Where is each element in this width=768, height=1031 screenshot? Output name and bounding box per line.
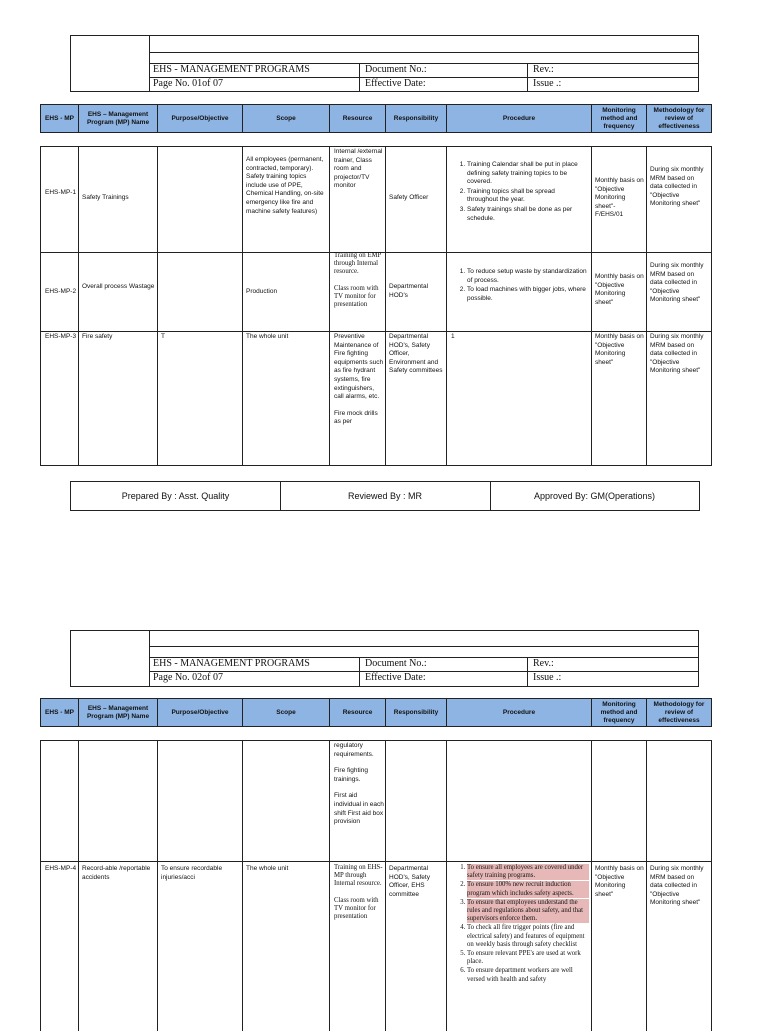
mp-resource: Preventive Maintenance of Fire fighting equipments such as fire hydrant systems, fire extinguishers, call alarms, etc. Fire mock drills as per [334, 333, 384, 426]
mp-scope: Production [246, 288, 278, 295]
col-program-name: EHS – Management Program (MP) Name [78, 105, 157, 132]
col-procedure: Procedure [446, 699, 591, 726]
document-no-label: Document No.: [365, 64, 427, 75]
effective-date-label: Effective Date: [365, 78, 426, 89]
col-resource: Resource [329, 699, 385, 726]
col-scope: Scope [242, 699, 329, 726]
mp-scope: The whole unit [246, 333, 289, 340]
mp-procedure [451, 161, 587, 224]
page-number: Page No. 01of 07 [153, 78, 223, 89]
mp-purpose: To ensure recordable injuries/acci [161, 865, 223, 881]
doc-title: EHS - MANAGEMENT PROGRAMS [153, 658, 310, 669]
mp-id: EHS-MP-1 [45, 189, 77, 196]
rev-label: Rev.: [533, 64, 554, 75]
col-monitoring: Monitoring method and frequency [591, 699, 646, 726]
mp-id: EHS-MP-2 [45, 288, 77, 295]
mp-review: During six monthly MRM based on data collected in "Objective Monitoring sheet" [650, 333, 704, 375]
document-header [70, 35, 699, 92]
page-number: Page No. 02of 07 [153, 672, 223, 683]
mp-responsibility: Departmental HOD's, Safety Officer, Environment and Safety committees [389, 333, 443, 375]
col-ehs-mp: EHS - MP [45, 708, 74, 716]
mp-scope: All employees (permanent, contracted, temporary). Safety training topics include use of PPE, Chemical Handling, on-site emergency like fire and machine safety features) [246, 156, 324, 215]
mp-name: Overall process Wastage [82, 283, 155, 290]
procedure-step: 2. Training topics shall be spread throughout the year. [467, 188, 587, 205]
col-program-name: EHS – Management Program (MP) Name [78, 699, 157, 726]
mp-resource: Training on EMP through Internal resource. Class room with TV monitor for presentation [334, 252, 382, 309]
mp-id: EHS-MP-3 [45, 333, 77, 340]
procedure-step-number: 1 [451, 333, 455, 340]
procedure-step: 3. Safety trainings shall be done as per schedule. [467, 206, 587, 223]
mp-monitoring: Monthly basis on "Objective Monitoring sheet"- F/EHS/01 [595, 177, 644, 219]
signature-strip [70, 481, 700, 511]
programs-table-page-2 [40, 740, 712, 1031]
prepared-by: Prepared By : Asst. Quality [121, 491, 230, 501]
mp-monitoring: Monthly basis on "Objective Monitoring sheet" [595, 865, 644, 898]
programs-table-page-1 [40, 146, 712, 466]
col-review: Methodology for review of effectiveness [646, 105, 711, 132]
col-purpose: Purpose/Objective [157, 699, 242, 726]
reviewed-by: Reviewed By : MR [347, 491, 423, 501]
procedure-step: 4. To check all fire trigger points (fire and electrical safety) and features of equipment on weekly basis through safety checklist [467, 924, 589, 949]
procedure-step: 1. Training Calendar shall be put in place defining safety training topics to be covered. [467, 161, 587, 187]
approved-by: Approved By: GM(Operations) [533, 491, 656, 501]
issue-label: Issue .: [533, 78, 562, 89]
mp-resource: Training on EHS-MP through Internal resource. Class room with TV monitor for presentation [334, 864, 383, 921]
procedure-step: 2. To ensure 100% new recruit induction program which includes safety aspects. [467, 881, 589, 897]
mp-review: During six monthly MRM based on data collected in "Objective Monitoring sheet" [650, 166, 704, 208]
company-logo-box [71, 36, 150, 91]
col-purpose: Purpose/Objective [157, 105, 242, 132]
procedure-step: 2. To load machines with bigger jobs, where possible. [467, 286, 587, 303]
col-resource: Resource [329, 105, 385, 132]
column-header-row [40, 698, 712, 727]
mp-id: EHS-MP-4 [45, 865, 77, 872]
procedure-step: 1. To reduce setup waste by standardization of process. [467, 268, 587, 285]
mp-monitoring: Monthly basis on "Objective Monitoring sheet" [595, 273, 644, 306]
col-ehs-mp: EHS - MP [45, 114, 74, 122]
mp-review: During six monthly MRM based on data collected in "Objective Monitoring sheet" [650, 262, 704, 304]
document-no-label: Document No.: [365, 658, 427, 669]
document-header [70, 630, 699, 687]
col-procedure: Procedure [446, 105, 591, 132]
mp-resource-continued: regulatory requirements. Fire fighting trainings. First aid individual in each shift First aid box provision [334, 742, 384, 826]
procedure-step: 5. To ensure relevant PPE's are used at work place. [467, 950, 589, 966]
procedure-step: 3. To ensure that employees understand the rules and regulations about safety, and that supervisors enforce them. [467, 899, 589, 924]
mp-review: During six monthly MRM based on data collected in "Objective Monitoring sheet" [650, 865, 704, 907]
col-responsibility: Responsibility [385, 699, 446, 726]
col-scope: Scope [242, 105, 329, 132]
mp-monitoring: Monthly basis on "Objective Monitoring sheet" [595, 333, 644, 366]
mp-responsibility: Safety Officer [389, 194, 429, 201]
mp-responsibility: Departmental HOD's [389, 283, 429, 299]
col-monitoring: Monitoring method and frequency [591, 105, 646, 132]
mp-responsibility: Departmental HOD's, Safety Officer, EHS committee [389, 865, 430, 898]
mp-name: Safety Trainings [82, 194, 129, 201]
mp-procedure [451, 268, 587, 304]
column-header-row [40, 104, 712, 133]
doc-title: EHS - MANAGEMENT PROGRAMS [153, 64, 310, 75]
mp-resource: Internal /external trainer, Class room and projector/TV monitor [334, 148, 383, 190]
procedure-step: 6. To ensure department workers are well versed with health and safety [467, 967, 589, 983]
effective-date-label: Effective Date: [365, 672, 426, 683]
rev-label: Rev.: [533, 658, 554, 669]
mp-name: Fire safety [82, 333, 113, 340]
mp-purpose: T [161, 333, 165, 340]
mp-name: Record-able /reportable accidents [82, 865, 151, 881]
procedure-step: 1. To ensure all employees are covered under safety training programs. [467, 864, 589, 880]
mp-procedure [451, 864, 589, 1031]
mp-scope: The whole unit [246, 865, 289, 872]
issue-label: Issue .: [533, 672, 562, 683]
company-logo-box [71, 631, 150, 686]
col-responsibility: Responsibility [385, 105, 446, 132]
col-review: Methodology for review of effectiveness [646, 699, 711, 726]
